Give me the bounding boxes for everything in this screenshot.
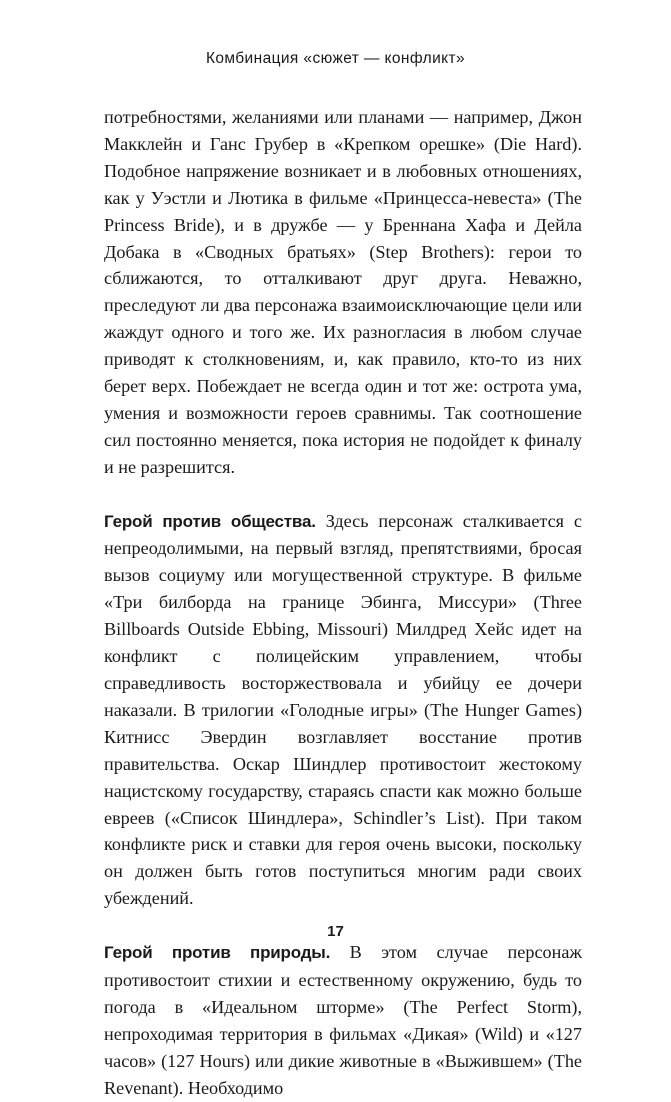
body-text <box>104 104 582 1102</box>
paragraph-text: Здесь персонаж сталкивается с непреодолимыми, на первый взгляд, препятствиями, бросая вызов социуму или могущественной структуре. В фильме «Три билборда на границе Эбинга, Миссури» (Three Billboards Outside Ebbing, Missouri) Милдред Хейс идет на конфликт с полицейским управлением, чтобы справедливость восторжествовала и убийцу ее дочери наказали. В трилогии «Голодные игры» (The Hunger Games) Китнисс Эвердин возглавляет восстание против правительства. Оскар Шиндлер противостоит жестокому нацистскому государству, стараясь спасти как можно больше евреев («Список Шиндлера», Schindler’s List). При таком конфликте риск и ставки для героя очень высоки, поскольку он должен быть готов поступиться многим ради своих убеждений. <box>104 510 583 909</box>
paragraph-hero-vs-nature <box>104 939 582 1101</box>
paragraph-text: В этом случае персонаж противостоит стихии и естественному окружению, будь то погода в «Идеальном шторме» (The Perfect Storm), непроходимая территория в фильмах «Дикая» (Wild) и «127 часов» (127 Hours) или дикие животные в «Выжившем» (The Revenant). Необходимо <box>104 942 582 1098</box>
section-heading-hero-vs-society: Герой против общества. <box>104 511 316 531</box>
paragraph-text: потребностями, желаниями или планами — например, Джон Макклейн и Ганс Грубер в «Крепком орешке» (Die Hard). Подобное напряжение возникает и в любовных отношениях, как у Уэстли и Лютика в фильме «Принцесса-невеста» (The Princess Bride), и в дружбе — у Бреннана Хафа и Дейла Добака в «Сводных братьях» (Step Brothers): герои то сближаются, то отталкивают друг друга. Неважно, преследуют ли два персонажа взаимоисключающие цели или жаждут одного и того же. Их разногласия в любом случае приводят к столкновениям, и, как правило, кто-то из них берет верх. Побеждает не всегда один и тот же: острота ума, умения и возможности героев сравнимы. Так соотношение сил постоянно меняется, пока история не подойдет к финалу и не разрешится. <box>104 107 582 477</box>
running-header: Комбинация «сюжет — конфликт» <box>205 50 466 67</box>
paragraph-hero-vs-hero-continuation <box>104 104 582 481</box>
paragraph-hero-vs-society <box>104 508 582 913</box>
page-number: 17 <box>327 923 344 940</box>
section-heading-hero-vs-nature: Герой против природы. <box>104 943 331 963</box>
